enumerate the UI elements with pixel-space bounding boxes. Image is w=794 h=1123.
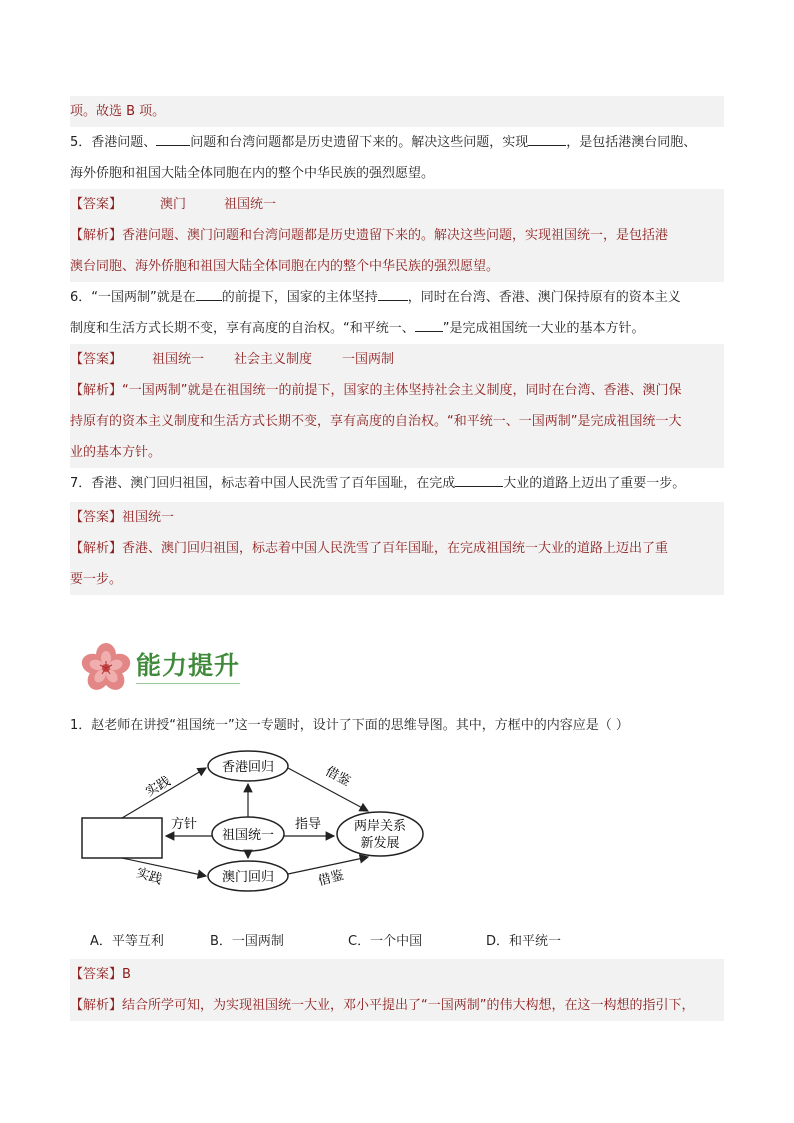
analysis-label: 【解析】 xyxy=(70,383,123,398)
q5-analysis-2: 澳台同胞、海外侨胞和祖国大陆全体同胞在内的整个中华民族的强烈愿望。 xyxy=(70,259,500,274)
analysis-label: 【解析】 xyxy=(70,541,123,556)
label-reference-top: 借鉴 xyxy=(322,764,353,790)
analysis-label: 【解析】 xyxy=(70,998,123,1013)
label-guide: 指导 xyxy=(294,817,322,832)
label-practice-bottom: 实践 xyxy=(134,865,164,888)
q7-analysis-2: 要一步。 xyxy=(70,572,123,587)
q6-text-2: 的前提下，国家的主体坚持 xyxy=(221,290,378,305)
q5-text-1: 5．香港问题、 xyxy=(70,135,157,150)
q6-answer-1: 祖国统一 xyxy=(152,352,205,367)
q5-answer xyxy=(70,189,724,220)
q6-text-3: ，同时在台湾、香港、澳门保持原有的资本主义 xyxy=(407,290,681,305)
q6-analysis-line-2 xyxy=(70,406,724,437)
section-title: 能力提升 xyxy=(136,650,240,684)
q7-analysis-line-2 xyxy=(70,564,724,595)
question-5-line-2 xyxy=(70,158,724,189)
cross-strait-label-2: 新发展 xyxy=(360,836,400,851)
q7-text-1: 7．香港、澳门回归祖国，标志着中国人民洗雪了百年国耻，在完成 xyxy=(70,476,456,491)
q6-answer xyxy=(70,344,724,375)
ability-q1-answer-value: B xyxy=(122,967,131,982)
q6-blank-1 xyxy=(196,286,222,301)
q7-answer xyxy=(70,502,724,533)
label-policy: 方针 xyxy=(170,817,198,832)
option-c[interactable]: C．一个中国 xyxy=(348,934,423,949)
q7-blank-1 xyxy=(455,472,503,487)
q7-text-2: 大业的道路上迈出了重要一步。 xyxy=(503,476,686,491)
ability-q1-analysis-line-1 xyxy=(70,990,724,1021)
q6-answer-3: 一国两制 xyxy=(342,352,395,367)
ability-q1-options xyxy=(90,926,690,957)
q6-analysis-line-3 xyxy=(70,437,724,468)
q6-analysis-1: “一国两制”就是在祖国统一的前提下，国家的主体坚持社会主义制度，同时在台湾、香港、澳门保 xyxy=(122,383,682,398)
q5-answer-2: 祖国统一 xyxy=(224,197,277,212)
q6-text-4: 制度和生活方式长期不变，享有高度的自治权。“和平统一、 xyxy=(70,321,415,336)
q6-text-5: ”是完成祖国统一大业的基本方针。 xyxy=(442,321,645,336)
q5-analysis-line-1 xyxy=(70,220,724,251)
ability-q1-answer xyxy=(70,959,724,990)
ability-q1-text: 1．赵老师在讲授“祖国统一”这一专题时，设计了下面的思维导图。其中，方框中的内容应是（ ） xyxy=(70,718,629,733)
ability-question-1-stem xyxy=(70,710,724,741)
q5-text-2: 问题和台湾问题都是历史遗留下来的。解决这些问题，实现 xyxy=(190,135,529,150)
q6-analysis-line-1 xyxy=(70,375,724,406)
option-b[interactable]: B．一国两制 xyxy=(210,934,284,949)
q6-blank-3 xyxy=(415,317,443,332)
q5-answer-1: 澳门 xyxy=(160,197,187,212)
label-practice-top: 实践 xyxy=(143,773,174,800)
option-a[interactable]: A．平等互利 xyxy=(90,934,164,949)
question-6-line-2 xyxy=(70,313,724,344)
answer-label: 【答案】 xyxy=(70,967,123,982)
q6-answer-2: 社会主义制度 xyxy=(234,352,313,367)
prev-analysis-text: 项。故选 B 项。 xyxy=(70,104,166,119)
arrow-box-bottom xyxy=(122,858,206,876)
q6-text-1: 6．“一国两制”就是在 xyxy=(70,290,196,305)
q5-analysis-1: 香港问题、澳门问题和台湾问题都是历史遗留下来的。解决这些问题，实现祖国统一，是包括港 xyxy=(122,228,669,243)
q6-analysis-2: 持原有的资本主义制度和生活方式长期不变，享有高度的自治权。“和平统一、一国两制”是完成祖国统一大 xyxy=(70,414,682,429)
answer-label: 【答案】 xyxy=(70,510,123,525)
q6-analysis-3: 业的基本方针。 xyxy=(70,445,162,460)
prev-analysis-continuation xyxy=(70,96,724,127)
macao-label: 澳门回归 xyxy=(221,870,275,885)
section-heading xyxy=(78,640,278,696)
center-label: 祖国统一 xyxy=(221,828,275,843)
q5-text-4: 海外侨胞和祖国大陆全体同胞在内的整个中华民族的强烈愿望。 xyxy=(70,166,435,181)
q5-analysis-line-2 xyxy=(70,251,724,282)
mind-map-diagram xyxy=(78,748,448,908)
question-5-line-1 xyxy=(70,127,724,158)
answer-label: 【答案】 xyxy=(70,352,123,367)
q6-blank-2 xyxy=(378,286,408,301)
hong-kong-label: 香港回归 xyxy=(221,760,275,775)
question-6-line-1 xyxy=(70,282,724,313)
q5-blank-2 xyxy=(528,131,566,146)
question-7-line-1 xyxy=(70,468,724,499)
ability-q1-analysis-1: 结合所学可知，为实现祖国统一大业，邓小平提出了“一国两制”的伟大构想，在这一构想的指引下， xyxy=(122,998,695,1013)
option-d[interactable]: D．和平统一 xyxy=(486,934,562,949)
q7-answer-1: 祖国统一 xyxy=(122,510,175,525)
q7-analysis-line-1 xyxy=(70,533,724,564)
analysis-label: 【解析】 xyxy=(70,228,123,243)
label-reference-bottom: 借鉴 xyxy=(316,868,346,890)
q5-blank-1 xyxy=(156,131,190,146)
answer-label: 【答案】 xyxy=(70,197,123,212)
q7-analysis-1: 香港、澳门回归祖国，标志着中国人民洗雪了百年国耻，在完成祖国统一大业的道路上迈出了重 xyxy=(122,541,669,556)
blank-answer-box xyxy=(82,818,162,858)
q5-text-3: ，是包括港澳台同胞、 xyxy=(566,135,697,150)
plum-blossom-icon xyxy=(78,640,134,696)
cross-strait-label-1: 两岸关系 xyxy=(353,819,407,834)
